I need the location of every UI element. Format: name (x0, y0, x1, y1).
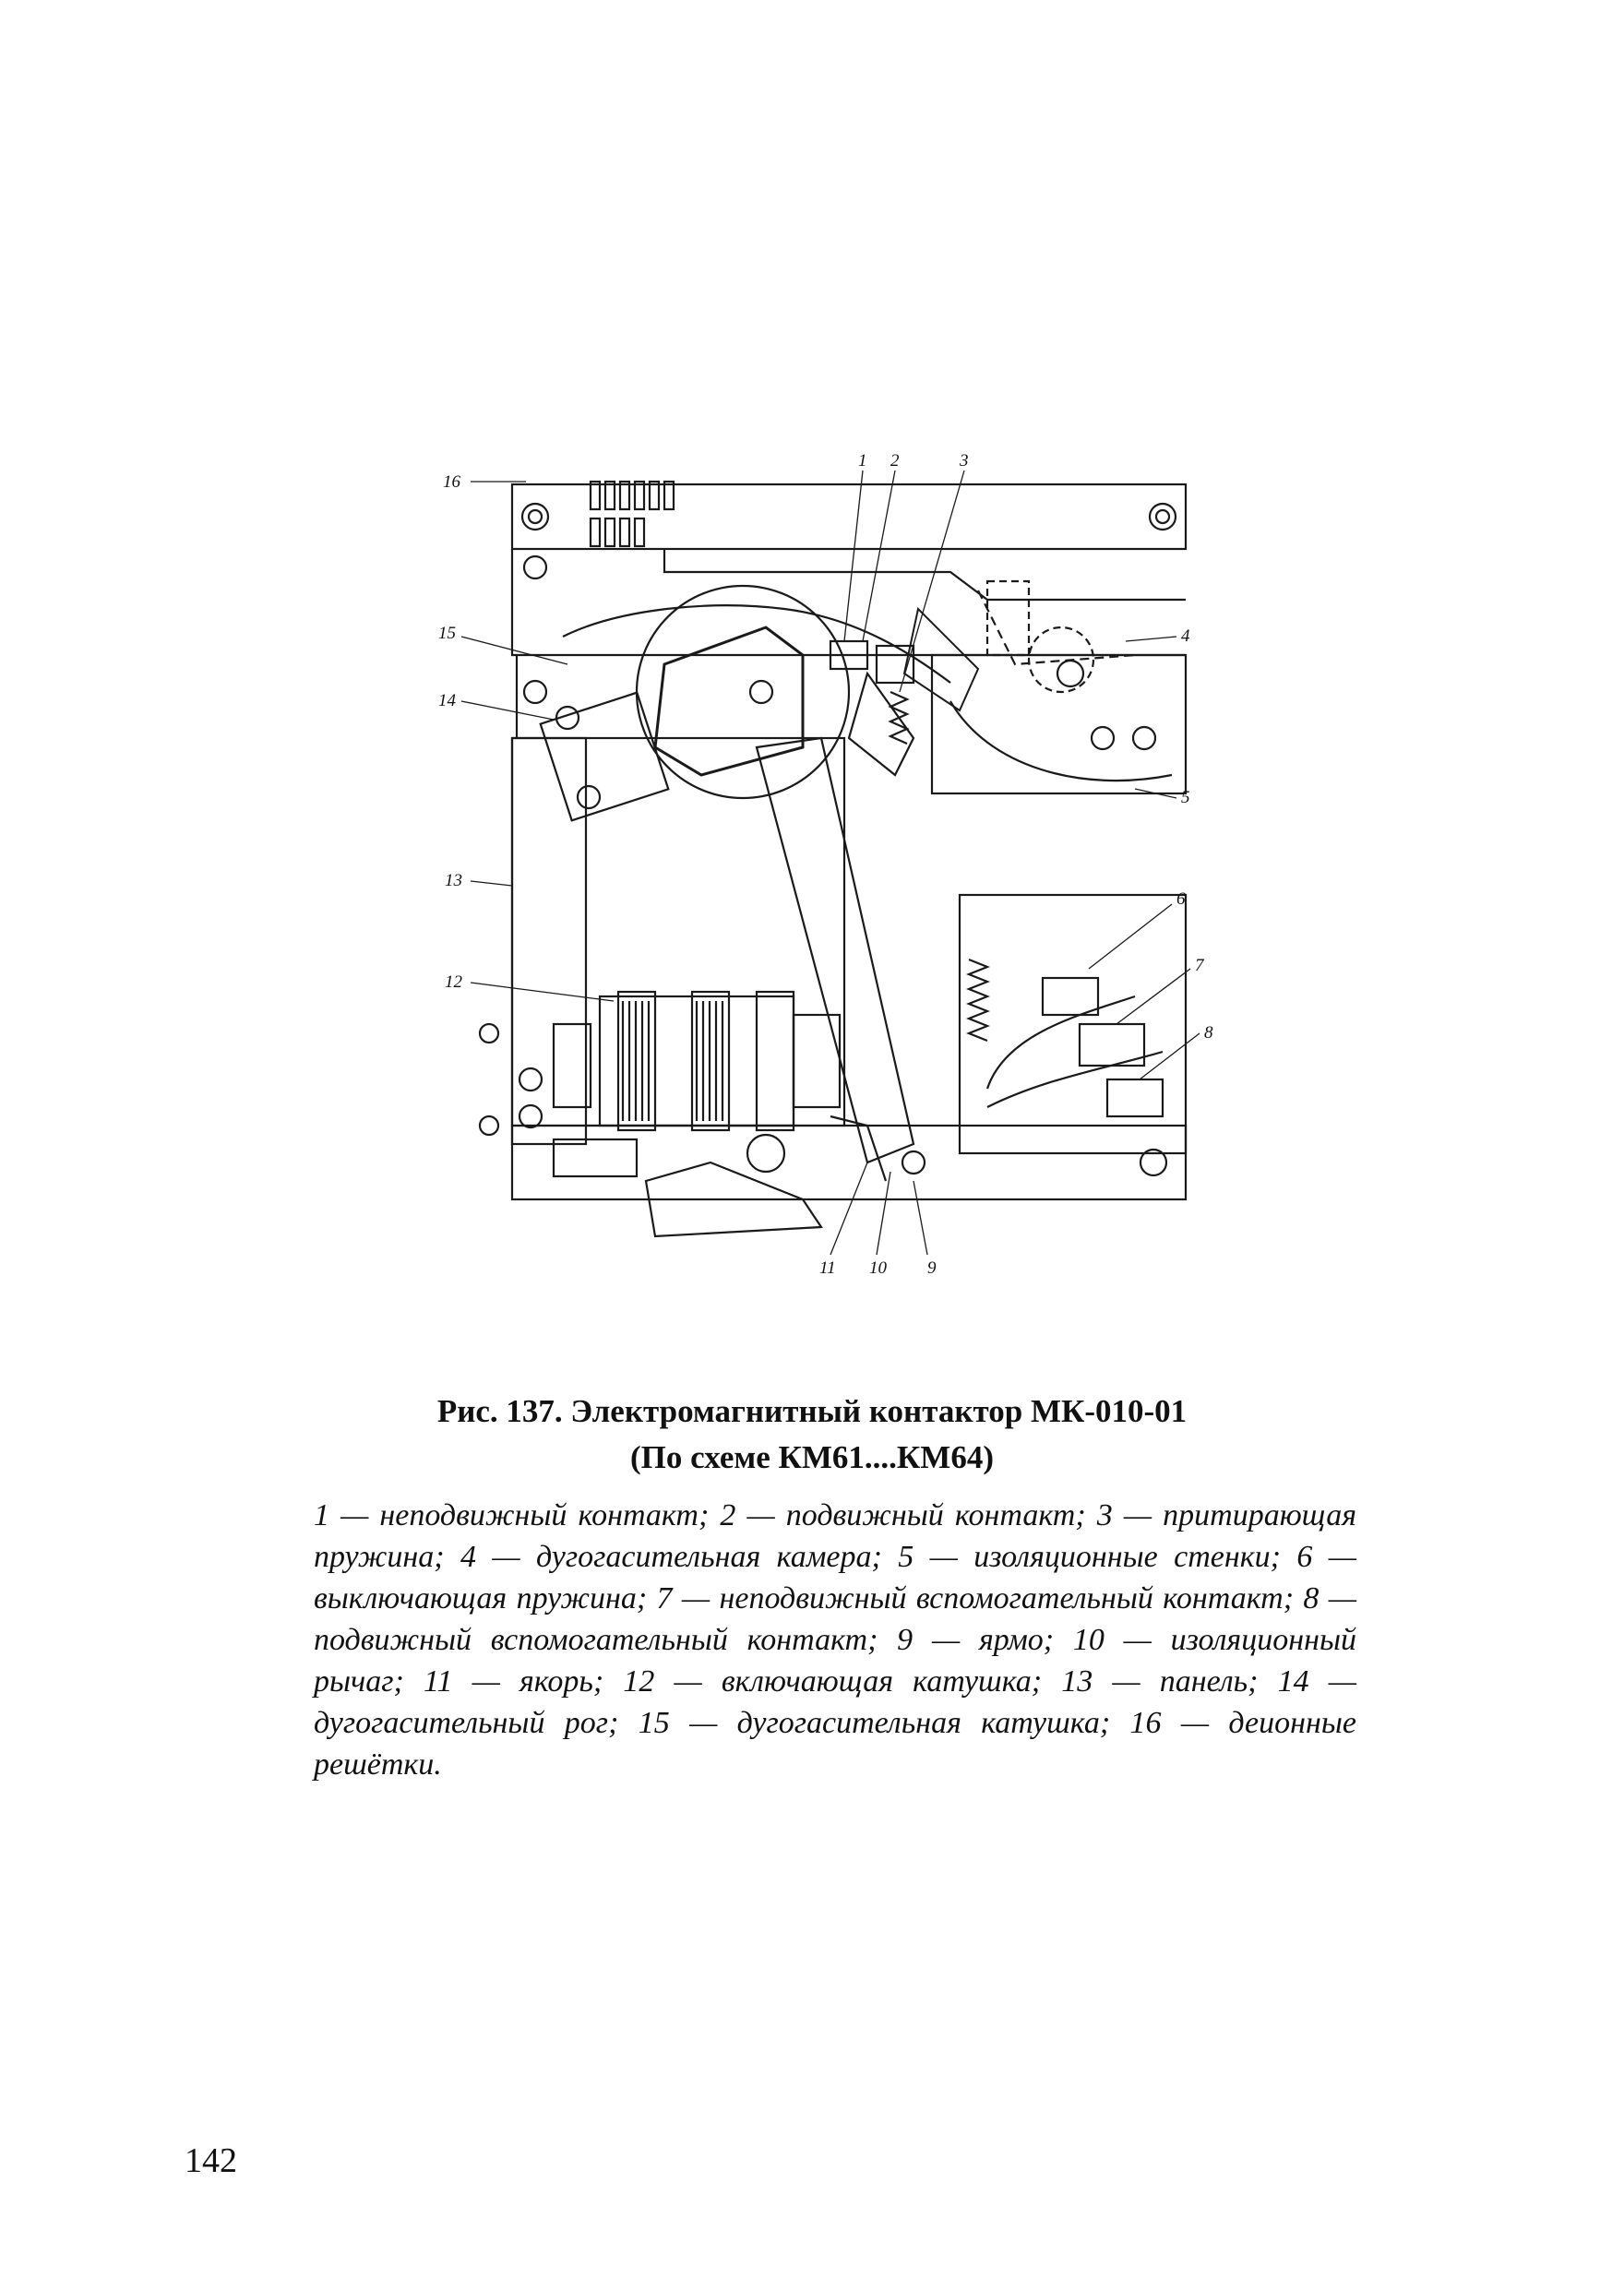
top-plate (512, 484, 1186, 549)
callout-15: 15 (438, 624, 456, 643)
callout-5: 5 (1181, 788, 1190, 807)
callout-6: 6 (1176, 889, 1186, 909)
figure-caption (277, 1389, 1347, 1481)
blowout-coil (637, 586, 849, 798)
closing-coil (554, 992, 840, 1130)
bolts (480, 504, 1176, 1175)
arc-chamber (932, 655, 1186, 793)
callout-1: 1 (858, 451, 867, 471)
callout-3: 3 (960, 451, 969, 471)
yoke (512, 1126, 1186, 1199)
caption-line-2: (По схеме КМ61....КМ64) (630, 1439, 994, 1475)
auxiliary-contacts (987, 978, 1163, 1116)
callout-2: 2 (890, 451, 900, 471)
page-number: 142 (185, 2141, 237, 2180)
panel (512, 738, 586, 1144)
callout-lines (461, 471, 1200, 1255)
opening-spring (969, 960, 987, 1041)
deion-grid (591, 482, 674, 546)
callout-13: 13 (445, 871, 462, 890)
callout-11: 11 (819, 1258, 836, 1278)
arc-horn (541, 693, 669, 821)
callout-10: 10 (869, 1258, 887, 1278)
figure-legend: 1 — неподвижный контакт; 2 — подвижный контакт; 3 — притирающая пружина; 4 — дугогасительная камера; 5 — изоляционные стенки; 6 — выключающая пружина; 7 — неподвижный вспомогательный контакт; 8 — подвижный вспомогательный контакт; 9 — ярмо; 10 — изоляционный рычаг; 11 — якорь; 12 — включающая катушка; 13 — панель; 14 — дугогасительный рог; 15 — дугогасительная катушка; 16 — деионные решётки. (314, 1498, 1356, 1782)
callout-8: 8 (1204, 1023, 1213, 1043)
insulating-wall (950, 701, 1172, 781)
caption-line-1: Рис. 137. Электромагнитный контактор МК-010-01 (436, 1393, 1188, 1429)
callout-12: 12 (445, 972, 462, 992)
callout-4: 4 (1181, 626, 1190, 646)
insulating-lever (757, 738, 914, 1162)
callout-7: 7 (1195, 956, 1204, 975)
lapping-spring (890, 692, 907, 744)
callout-14: 14 (438, 691, 456, 710)
contactor-drawing-svg (434, 443, 1246, 1301)
callout-9: 9 (927, 1258, 937, 1278)
callout-16: 16 (443, 472, 460, 492)
figure-contactor-drawing (434, 443, 1246, 1301)
